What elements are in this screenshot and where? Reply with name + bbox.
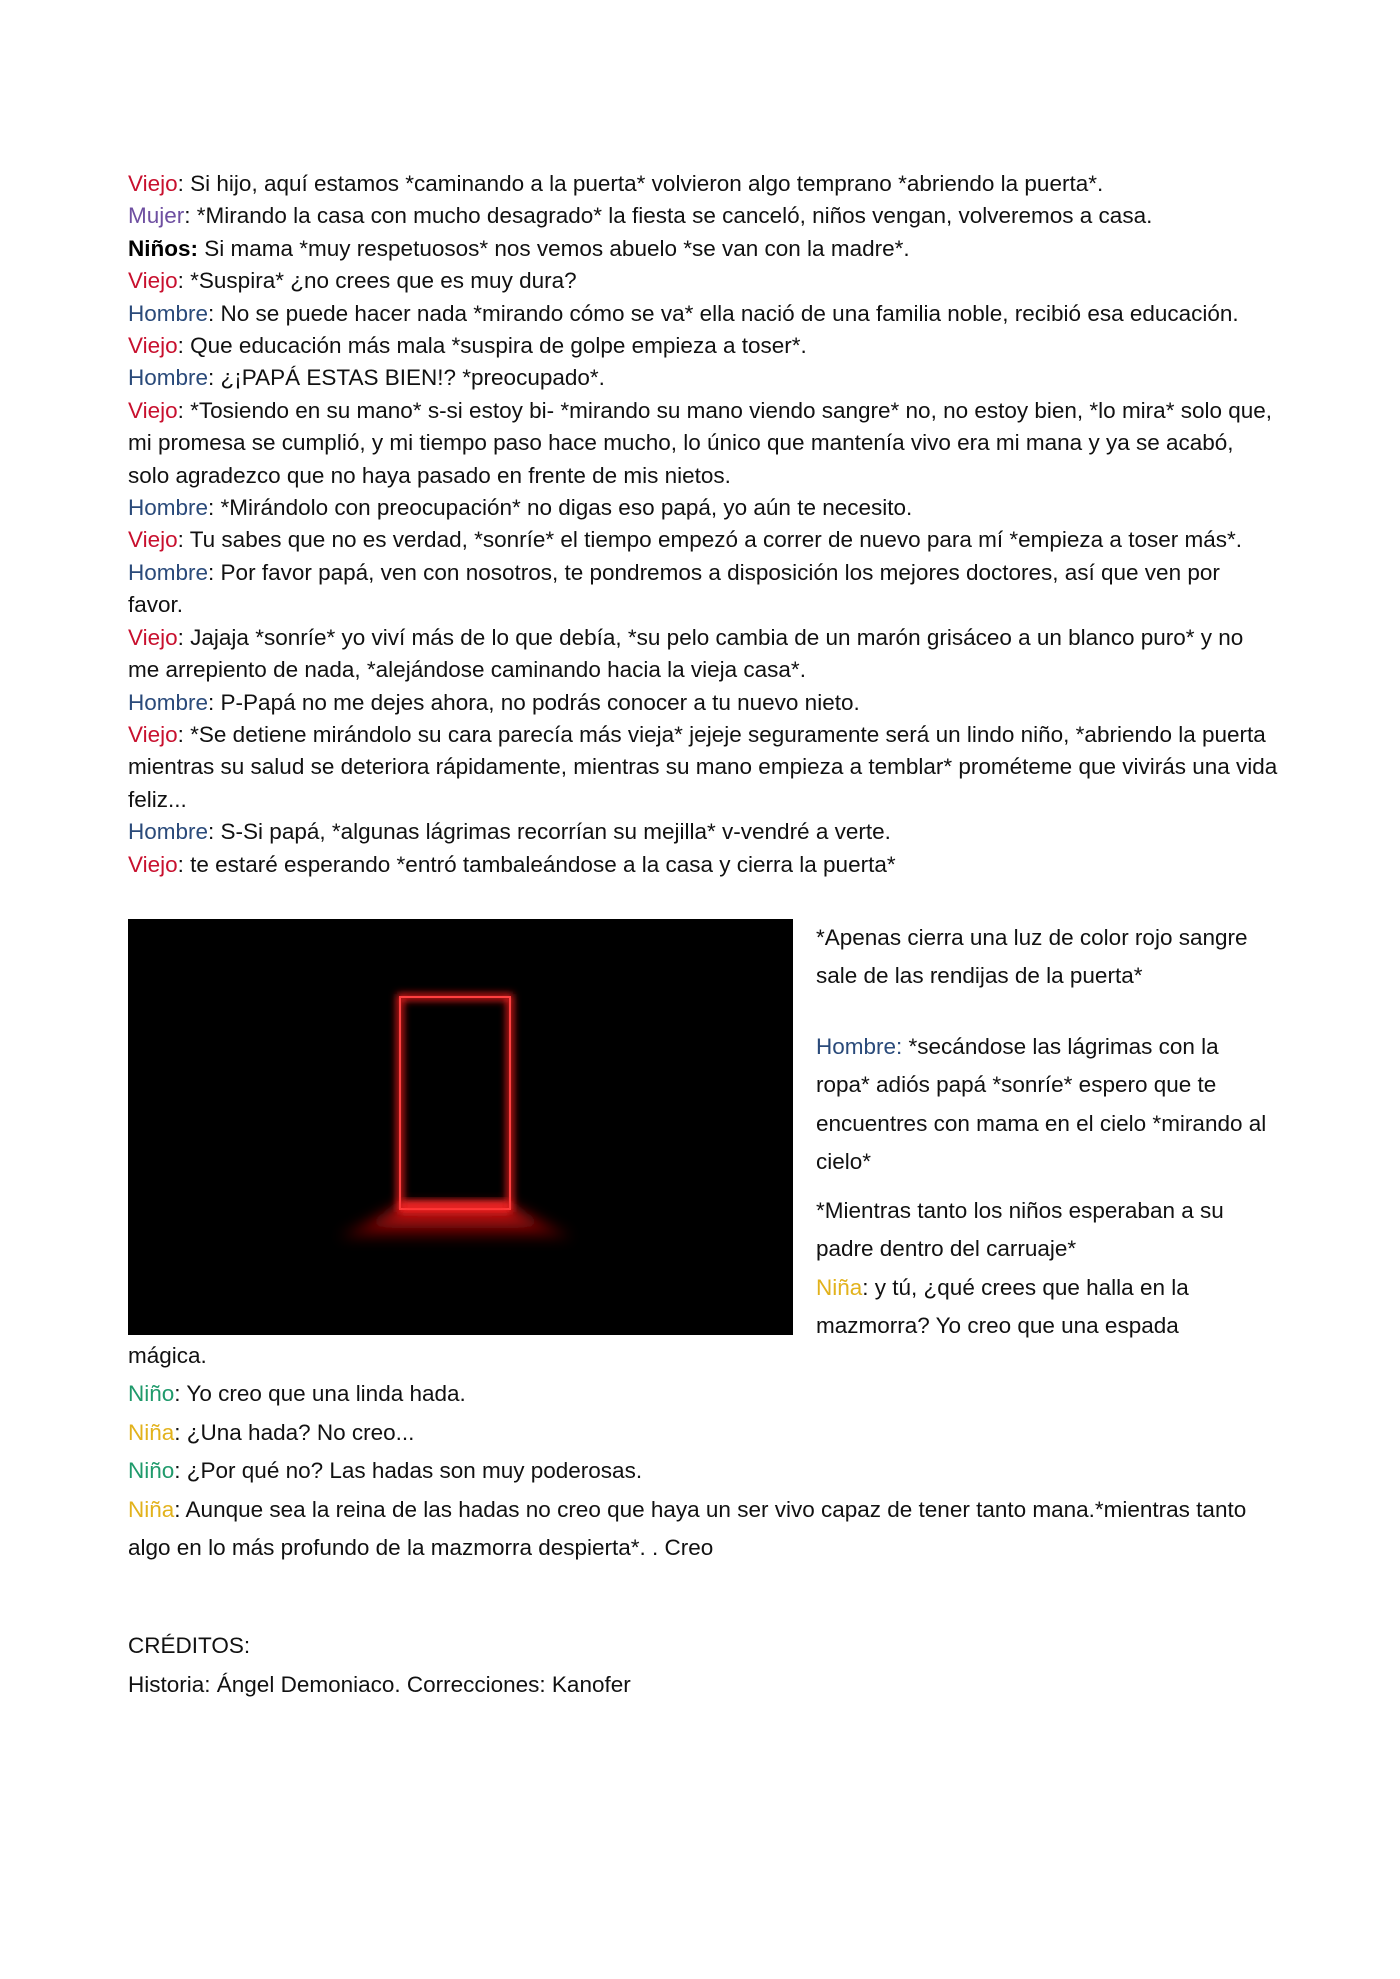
- speaker-nina: Niña: [128, 1496, 175, 1522]
- dialogue-line: [816, 1269, 1278, 1346]
- speaker-ninos: Niños:: [128, 235, 198, 261]
- line-text: : Yo creo que una linda hada.: [174, 1381, 466, 1407]
- line-text: P-Papá no me dejes ahora, no podrás conocer a tu nuevo nieto.: [214, 689, 860, 715]
- speaker-viejo: Viejo: [128, 851, 178, 877]
- dialogue-line: Viejo: te estaré esperando *entró tambaleándose a la casa y cierra la puerta*: [128, 851, 896, 877]
- line-text: *Suspira* ¿no crees que es muy dura?: [183, 268, 577, 294]
- line-text: ¿¡PAPÁ ESTAS BIEN!? *preocupado*.: [214, 365, 605, 391]
- dialogue-line: Viejo: *Tosiendo en su mano* s-si estoy bi- *mirando su mano viendo sangre* no, no estoy bien, *lo mira* solo que, mi promesa se cumplió, y mi tiempo paso hace mucho, lo único que mantenía vivo era mi mana y ya se acabó, solo agradezco que no haya pasado en frente de mis nietos.: [128, 397, 1273, 488]
- speaker-viejo: Viejo: [128, 721, 178, 747]
- speaker-nina: Niña: [128, 1419, 175, 1445]
- dialogue-line: [128, 1452, 1278, 1491]
- line-text: : ¿Una hada? No creo...: [174, 1419, 415, 1445]
- speaker-hombre: Hombre: [128, 559, 209, 585]
- line-text: *Se detiene mirándolo su cara parecía más vieja* jejeje seguramente será un lindo niño, *abriendo la puerta mientras su salud se deteriora rápidamente, mientras su mano empieza a temblar* prométeme que vivirás una vida feliz...: [128, 721, 1278, 812]
- dialogue-line: Hombre: *Mirándolo con preocupación* no digas eso papá, yo aún te necesito.: [128, 495, 913, 521]
- line-text: te estaré esperando *entró tambaleándose a la casa y cierra la puerta*: [183, 851, 896, 877]
- line-text: : y tú, ¿qué crees que halla en la mazmorra? Yo creo que una espada: [816, 1274, 1189, 1339]
- line-text: : Aunque sea la reina de las hadas no creo que haya un ser vivo capaz de tener tanto mana.*mientras tanto algo en lo más profundo de la mazmorra despierta*. . Creo: [128, 1496, 1247, 1561]
- line-text: S-Si papá, *algunas lágrimas recorrían su mejilla* v-vendré a verte.: [214, 819, 891, 845]
- narration: *Apenas cierra una luz de color rojo sangre sale de las rendijas de la puerta*: [816, 924, 1248, 989]
- dialogue-line: Viejo: Jajaja *sonríe* yo viví más de lo que debía, *su pelo cambia de un marón grisáceo a un blanco puro* y no me arrepiento de nada, *alejándose caminando hacia la vieja casa*.: [128, 624, 1244, 683]
- line-text: Si mama *muy respetuosos* nos vemos abuelo *se van con la madre*.: [198, 235, 910, 261]
- speaker-viejo: Viejo: [128, 333, 178, 359]
- dialogue-line: Hombre: No se puede hacer nada *mirando cómo se va* ella nació de una familia noble, recibió esa educación.: [128, 300, 1239, 326]
- line-text: *Mirándolo con preocupación* no digas eso papá, yo aún te necesito.: [214, 495, 913, 521]
- speaker-hombre: Hombre: [128, 819, 209, 845]
- dialogue-line: Viejo: *Suspira* ¿no crees que es muy dura?: [128, 268, 577, 294]
- dialogue-line: [128, 1491, 1278, 1568]
- dialogue-line: Hombre: S-Si papá, *algunas lágrimas recorrían su mejilla* v-vendré a verte.: [128, 819, 891, 845]
- speaker-hombre: Hombre: [128, 495, 209, 521]
- dialogue-line: Hombre: Por favor papá, ven con nosotros, te pondremos a disposición los mejores doctores, así que ven por favor.: [128, 559, 1220, 618]
- line-text: : ¿Por qué no? Las hadas son muy poderosas.: [174, 1458, 643, 1484]
- credits-heading: CRÉDITOS:: [128, 1632, 251, 1658]
- line-text: Jajaja *sonríe* yo viví más de lo que debía, *su pelo cambia de un marón grisáceo a un blanco puro* y no me arrepiento de nada, *alejándose caminando hacia la vieja casa*.: [128, 624, 1244, 683]
- dialogue-block: [128, 168, 1278, 881]
- speaker-viejo: Viejo: [128, 527, 178, 553]
- after-figure-dialogue: [128, 1337, 1278, 1568]
- speaker-viejo: Viejo: [128, 171, 178, 196]
- document-page: [128, 168, 1278, 1704]
- line-text: Por favor papá, ven con nosotros, te pondremos a disposición los mejores doctores, así que ven por favor.: [128, 559, 1220, 618]
- dialogue-line: Viejo: Que educación más mala *suspira de golpe empieza a toser*.: [128, 333, 807, 359]
- speaker-mujer: Mujer: [128, 203, 185, 229]
- line-text: *Mirando la casa con mucho desagrado* la fiesta se canceló, niños vengan, volveremos a casa.: [190, 203, 1153, 229]
- dialogue-line: [128, 1414, 1278, 1453]
- dialogue-line: Viejo: Tu sabes que no es verdad, *sonríe* el tiempo empezó a correr de nuevo para mí *empieza a toser más*.: [128, 527, 1242, 553]
- speaker-hombre: Hombre: [128, 365, 209, 391]
- line-text: No se puede hacer nada *mirando cómo se va* ella nació de una familia noble, recibió esa educación.: [214, 300, 1239, 326]
- credits: [128, 1626, 1278, 1704]
- side-text: [816, 919, 1278, 1346]
- dialogue-line: Hombre: P-Papá no me dejes ahora, no podrás conocer a tu nuevo nieto.: [128, 689, 860, 715]
- speaker-viejo: Viejo: [128, 624, 178, 650]
- dialogue-line: [128, 233, 1278, 265]
- dialogue-line: Viejo: *Se detiene mirándolo su cara parecía más vieja* jejeje seguramente será un lindo niño, *abriendo la puerta mientras su salud se deteriora rápidamente, mientras su mano empieza a temblar* prométeme que vivirás una vida feliz...: [128, 721, 1278, 812]
- line-text: *Tosiendo en su mano* s-si estoy bi- *mirando su mano viendo sangre* no, no estoy bien, *lo mira* solo que, mi promesa se cumplió, y mi tiempo paso hace mucho, lo único que mantenía vivo era mi mana y ya se acabó, solo agradezco que no haya pasado en frente de mis nietos.: [128, 397, 1273, 488]
- speaker-nino: Niño: [128, 1381, 175, 1407]
- line-text: Que educación más mala *suspira de golpe empieza a toser*.: [183, 333, 807, 359]
- narration: *Mientras tanto los niños esperaban a su padre dentro del carruaje*: [816, 1197, 1224, 1262]
- speaker-nina: Niña: [816, 1274, 863, 1300]
- line-text: Tu sabes que no es verdad, *sonríe* el tiempo empezó a correr de nuevo para mí *empieza a toser más*.: [183, 527, 1242, 553]
- dialogue-line: Mujer: *Mirando la casa con mucho desagrado* la fiesta se canceló, niños vengan, volveremos a casa.: [128, 203, 1153, 229]
- red-door-image: [128, 919, 793, 1335]
- dialogue-line: Viejo: Si hijo, aquí estamos *caminando a la puerta* volvieron algo temprano *abriendo la puerta*.: [128, 171, 1104, 196]
- speaker-nino: Niño: [128, 1458, 175, 1484]
- speaker-hombre: Hombre: [128, 300, 209, 326]
- speaker-viejo: Viejo: [128, 268, 178, 294]
- line-text: Si hijo, aquí estamos *caminando a la puerta* volvieron algo temprano *abriendo la puerta*.: [183, 171, 1104, 196]
- dialogue-line: [816, 1028, 1278, 1182]
- speaker-viejo: Viejo: [128, 397, 178, 423]
- continuation-text: mágica.: [128, 1342, 207, 1368]
- figure-row: [128, 919, 1278, 1337]
- line-text: *secándose las lágrimas con la ropa* adiós papá *sonríe* espero que te encuentres con mama en el cielo *mirando al cielo*: [816, 1033, 1267, 1175]
- speaker-hombre: Hombre: [128, 689, 209, 715]
- dialogue-line: Hombre: ¿¡PAPÁ ESTAS BIEN!? *preocupado*.: [128, 365, 605, 391]
- speaker-hombre: Hombre:: [816, 1033, 903, 1059]
- credits-line: Historia: Ángel Demoniaco. Correcciones: Kanofer: [128, 1671, 631, 1697]
- dialogue-line: [128, 1375, 1278, 1414]
